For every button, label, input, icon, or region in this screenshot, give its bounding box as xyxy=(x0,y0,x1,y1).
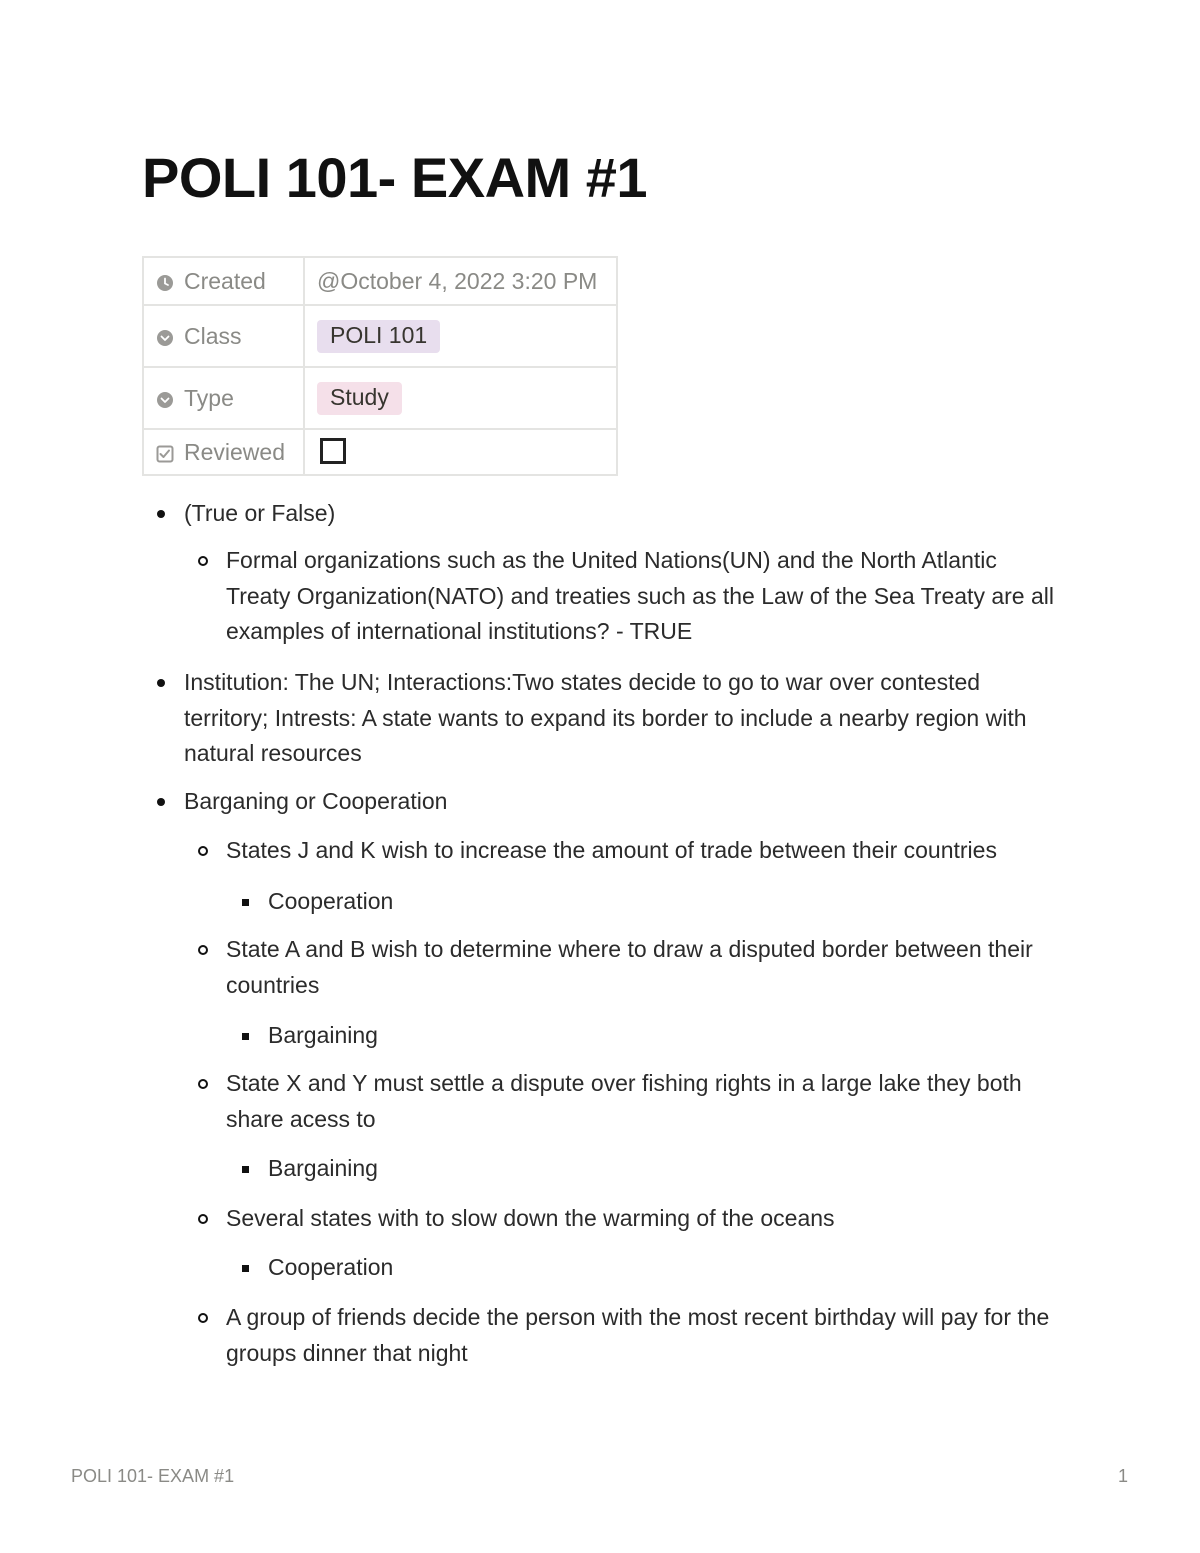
bullet-disc-icon xyxy=(157,679,165,687)
property-label-reviewed: Reviewed xyxy=(184,438,285,465)
list-item: State X and Y must settle a dispute over fishing rights in a large lake they both share acess to xyxy=(226,1066,1066,1137)
list-item: States J and K wish to increase the amount of trade between their countries xyxy=(226,833,1066,869)
bullet-circle-icon xyxy=(198,1313,208,1323)
list-item: (True or False) xyxy=(184,496,1064,532)
property-label-type: Type xyxy=(184,384,234,411)
clock-icon xyxy=(156,274,174,292)
property-key-created xyxy=(143,257,304,305)
property-label-created: Created xyxy=(184,267,266,294)
bullet-square-icon xyxy=(242,1166,249,1173)
property-value-type xyxy=(304,367,617,429)
property-value-reviewed xyxy=(304,429,617,475)
property-label-class: Class xyxy=(184,322,242,349)
property-value-class xyxy=(304,305,617,367)
bullet-disc-icon xyxy=(157,510,165,518)
page-number: 1 xyxy=(1118,1466,1129,1486)
bullet-disc-icon xyxy=(157,798,165,806)
list-item: Institution: The UN; Interactions:Two states decide to go to war over contested territory; Intrests: A state wants to expand its border to include a nearby region with natural resources xyxy=(184,665,1064,772)
property-row-created xyxy=(143,257,617,305)
list-item: A group of friends decide the person with the most recent birthday will pay for the groups dinner that night xyxy=(226,1300,1066,1371)
reviewed-checkbox[interactable] xyxy=(320,438,346,464)
bullet-square-icon xyxy=(242,899,249,906)
bullet-circle-icon xyxy=(198,1079,208,1089)
page-title: POLI 101- EXAM #1 xyxy=(142,146,648,209)
class-tag[interactable]: POLI 101 xyxy=(317,320,440,353)
list-item: Bargaining xyxy=(268,1151,1068,1187)
property-row-type xyxy=(143,367,617,429)
type-tag[interactable]: Study xyxy=(317,382,402,415)
bullet-square-icon xyxy=(242,1265,249,1272)
list-item: State A and B wish to determine where to draw a disputed border between their countries xyxy=(226,932,1066,1003)
checkbox-property-icon xyxy=(156,445,174,463)
list-item: Formal organizations such as the United Nations(UN) and the North Atlantic Treaty Organization(NATO) and treaties such as the Law of the Sea Treaty are all examples of international institutions? - TRUE xyxy=(226,543,1066,650)
select-icon xyxy=(156,329,174,347)
footer-title: POLI 101- EXAM #1 xyxy=(71,1466,235,1486)
bullet-circle-icon xyxy=(198,556,208,566)
bullet-circle-icon xyxy=(198,1214,208,1224)
select-icon xyxy=(156,391,174,409)
bullet-circle-icon xyxy=(198,846,208,856)
list-item: Cooperation xyxy=(268,1250,1068,1286)
property-key-type xyxy=(143,367,304,429)
list-item: Several states with to slow down the warming of the oceans xyxy=(226,1201,1066,1237)
bullet-circle-icon xyxy=(198,945,208,955)
list-item: Cooperation xyxy=(268,884,1068,920)
property-row-class xyxy=(143,305,617,367)
list-item: Barganing or Cooperation xyxy=(184,784,1064,820)
bullet-square-icon xyxy=(242,1033,249,1040)
property-key-reviewed xyxy=(143,429,304,475)
properties-table xyxy=(142,256,618,476)
property-row-reviewed xyxy=(143,429,617,475)
property-key-class xyxy=(143,305,304,367)
list-item: Bargaining xyxy=(268,1018,1068,1054)
property-value-created: @October 4, 2022 3:20 PM xyxy=(304,257,617,305)
